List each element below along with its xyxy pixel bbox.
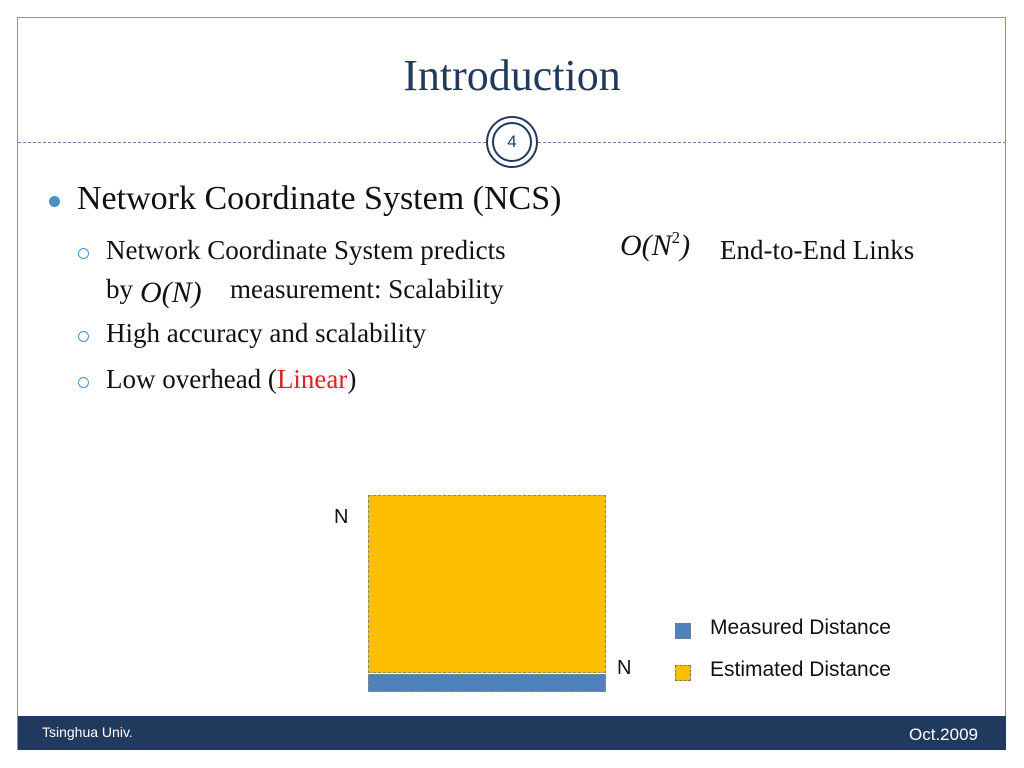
sub-bullet-3-suffix: ) bbox=[347, 364, 357, 394]
sub-bullet-3-prefix: Low overhead ( bbox=[106, 364, 277, 394]
page-number: 4 bbox=[492, 122, 532, 162]
figure-axis-label-top: N bbox=[334, 506, 349, 528]
sub-bullet-2-text: High accuracy and scalability bbox=[106, 318, 427, 348]
legend-label-measured: Measured Distance bbox=[710, 616, 891, 639]
footer-date: Oct.2009 bbox=[909, 725, 978, 744]
sub-bullet-3-highlight: Linear bbox=[276, 364, 348, 394]
sub-bullet-1-text-b: End-to-End Links bbox=[720, 235, 915, 265]
sub-bullet-1-text-a: Network Coordinate System predicts bbox=[106, 235, 506, 265]
figure-axis-label-right: N bbox=[617, 657, 632, 679]
sub-bullet-3 bbox=[106, 364, 356, 395]
measured-distance-block bbox=[368, 674, 606, 692]
math-order-n: O(N) bbox=[140, 276, 202, 309]
math-order-n-squared bbox=[620, 228, 690, 263]
slide-title: Introduction bbox=[403, 51, 621, 100]
page-number-badge bbox=[486, 116, 538, 168]
math-superscript-2: 2 bbox=[671, 228, 681, 247]
legend-label-estimated: Estimated Distance bbox=[710, 658, 891, 681]
bullet-main-text: Network Coordinate System (NCS) bbox=[77, 180, 562, 217]
legend-swatch-estimated bbox=[675, 665, 691, 681]
sub-bullet-1-text-by: by bbox=[106, 274, 133, 304]
bullet-dot-icon bbox=[49, 196, 60, 207]
sub-bullet-1-text-c: measurement: Scalability bbox=[230, 274, 504, 304]
footer-institution: Tsinghua Univ. bbox=[42, 724, 133, 740]
math-order-n-squared-close: ) bbox=[680, 229, 691, 262]
sub-bullet-ring-icon bbox=[78, 377, 89, 388]
legend-swatch-measured bbox=[675, 623, 691, 639]
sub-bullet-ring-icon bbox=[78, 331, 89, 342]
math-order-n-squared-base: O(N bbox=[620, 229, 672, 262]
sub-bullet-ring-icon bbox=[78, 248, 89, 259]
estimated-distance-block bbox=[368, 495, 606, 673]
footer-bar bbox=[18, 716, 1006, 750]
